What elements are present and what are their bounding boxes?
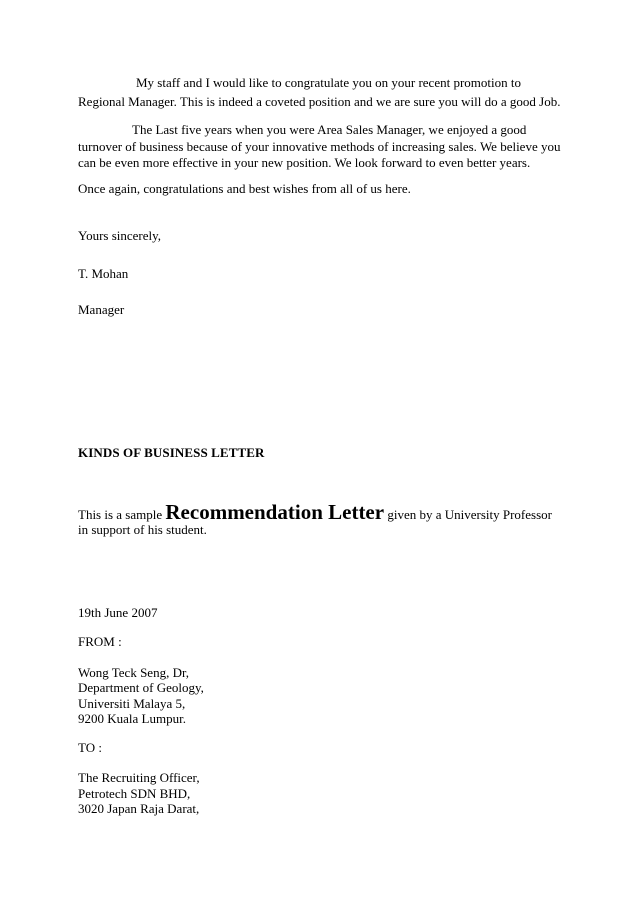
paragraph-1-line-2: Regional Manager. This is indeed a coveted position and we are sure you will do a good Job. [78, 94, 561, 109]
intro-highlight: Recommendation Letter [165, 500, 385, 524]
intro-before: This is a sample [78, 507, 163, 522]
section-heading: KINDS OF BUSINESS LETTER [78, 445, 265, 460]
intro-line-2: in support of his student. [78, 522, 207, 537]
paragraph-2-line-1: The Last five years when you were Area Sales Manager, we enjoyed a good [132, 122, 527, 137]
from-address-line: 9200 Kuala Lumpur. [78, 711, 186, 726]
signer-title: Manager [78, 302, 125, 317]
paragraph-2-line-3: can be even more effective in your new position. We look forward to even better years. [78, 155, 531, 170]
from-label: FROM : [78, 634, 122, 649]
paragraph-1-line-1: My staff and I would like to congratulate you on your recent promotion to [136, 75, 521, 90]
paragraph-3: Once again, congratulations and best wishes from all of us here. [78, 181, 411, 196]
to-label: TO : [78, 740, 102, 755]
signer-name: T. Mohan [78, 266, 129, 281]
intro-after: given by a University Professor [387, 507, 552, 522]
to-address-line: Petrotech SDN BHD, [78, 786, 191, 801]
paragraph-2-line-2: turnover of business because of your innovative methods of increasing sales. We believe you [78, 139, 561, 154]
closing: Yours sincerely, [78, 228, 162, 243]
to-address-line: The Recruiting Officer, [78, 770, 200, 785]
from-address-line: Department of Geology, [78, 680, 204, 695]
to-address-line: 3020 Japan Raja Darat, [78, 801, 200, 816]
letter-date: 19th June 2007 [78, 605, 158, 620]
from-address-line: Universiti Malaya 5, [78, 696, 186, 711]
from-address-line: Wong Teck Seng, Dr, [78, 665, 190, 680]
